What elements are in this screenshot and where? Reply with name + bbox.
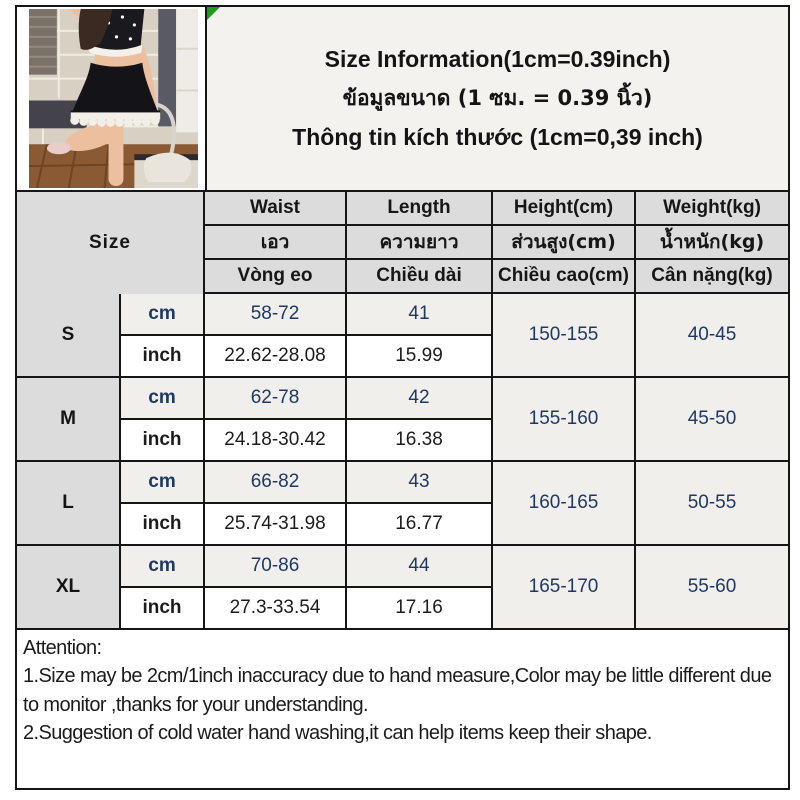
top-band: [17, 7, 788, 192]
header-height-th: ส่วนสูง(cm): [493, 226, 636, 260]
attention-note-2: 2.Suggestion of cold water hand washing,it can help items keep their shape.: [23, 722, 652, 745]
header-waist-th: เอว: [205, 226, 347, 260]
row-xl-length-inch: 17.16: [347, 588, 493, 630]
row-s-waist-inch: 22.62-28.08: [205, 336, 347, 378]
product-photo: [29, 9, 198, 188]
row-m-height: 155-160: [493, 378, 636, 462]
product-photo-illustration: [29, 9, 198, 188]
row-xl-weight: 55-60: [636, 546, 788, 630]
row-xl-length-cm: 44: [347, 546, 493, 588]
row-xl-unit-cm: cm: [121, 546, 205, 588]
row-s-unit-inch: inch: [121, 336, 205, 378]
row-s-length-cm: 41: [347, 294, 493, 336]
row-m-length-cm: 42: [347, 378, 493, 420]
title-english: Size Information(1cm=0.39inch): [324, 46, 671, 72]
row-l-length-inch: 16.77: [347, 504, 493, 546]
row-m-waist-cm: 62-78: [205, 378, 347, 420]
row-s-size: S: [17, 294, 121, 378]
row-m-length-inch: 16.38: [347, 420, 493, 462]
row-m-weight: 45-50: [636, 378, 788, 462]
header-weight-th: น้ำหนัก(kg): [636, 226, 788, 260]
attention-section: [17, 630, 788, 788]
header-height-en: Height(cm): [493, 192, 636, 226]
attention-heading: Attention:: [23, 637, 102, 659]
row-s-waist-cm: 58-72: [205, 294, 347, 336]
row-l-size: L: [17, 462, 121, 546]
header-length-th: ความยาว: [347, 226, 493, 260]
row-s-unit-cm: cm: [121, 294, 205, 336]
title-box: [207, 7, 788, 190]
row-l-length-cm: 43: [347, 462, 493, 504]
row-l-height: 160-165: [493, 462, 636, 546]
row-m-size: M: [17, 378, 121, 462]
header-length-vi: Chiều dài: [347, 260, 493, 294]
row-l-weight: 50-55: [636, 462, 788, 546]
header-waist-vi: Vòng eo: [205, 260, 347, 294]
row-l-waist-inch: 25.74-31.98: [205, 504, 347, 546]
photo-slipper: [47, 142, 71, 154]
row-xl-unit-inch: inch: [121, 588, 205, 630]
header-length-en: Length: [347, 192, 493, 226]
row-xl-waist-cm: 70-86: [205, 546, 347, 588]
header-weight-en: Weight(kg): [636, 192, 788, 226]
green-corner-icon: [207, 7, 220, 20]
header-height-vi: Chiều cao(cm): [493, 260, 636, 294]
photo-bag: [144, 153, 191, 182]
table-header: [17, 192, 788, 294]
row-m-unit-inch: inch: [121, 420, 205, 462]
size-sheet: [15, 5, 790, 790]
table-body: [17, 294, 788, 630]
row-l-unit-cm: cm: [121, 462, 205, 504]
product-photo-cell: [17, 7, 207, 190]
header-weight-vi: Cân nặng(kg): [636, 260, 788, 294]
row-xl-height: 165-170: [493, 546, 636, 630]
title-thai: ข้อมูลขนาด (1 ซม. = 0.39 นิ้ว): [342, 86, 653, 110]
row-s-height: 150-155: [493, 294, 636, 378]
row-l-waist-cm: 66-82: [205, 462, 347, 504]
row-l-unit-inch: inch: [121, 504, 205, 546]
header-waist-en: Waist: [205, 192, 347, 226]
row-m-unit-cm: cm: [121, 378, 205, 420]
title-vietnamese: Thông tin kích thước (1cm=0,39 inch): [292, 124, 703, 150]
attention-note-1: 1.Size may be 2cm/1inch inaccuracy due to hand measure,Color may be little different due to monitor ,thanks for your understanding.: [23, 665, 772, 716]
row-m-waist-inch: 24.18-30.42: [205, 420, 347, 462]
header-size: Size: [17, 192, 205, 294]
row-s-weight: 40-45: [636, 294, 788, 378]
row-s-length-inch: 15.99: [347, 336, 493, 378]
photo-blinds: [29, 9, 57, 75]
row-xl-size: XL: [17, 546, 121, 630]
row-xl-waist-inch: 27.3-33.54: [205, 588, 347, 630]
